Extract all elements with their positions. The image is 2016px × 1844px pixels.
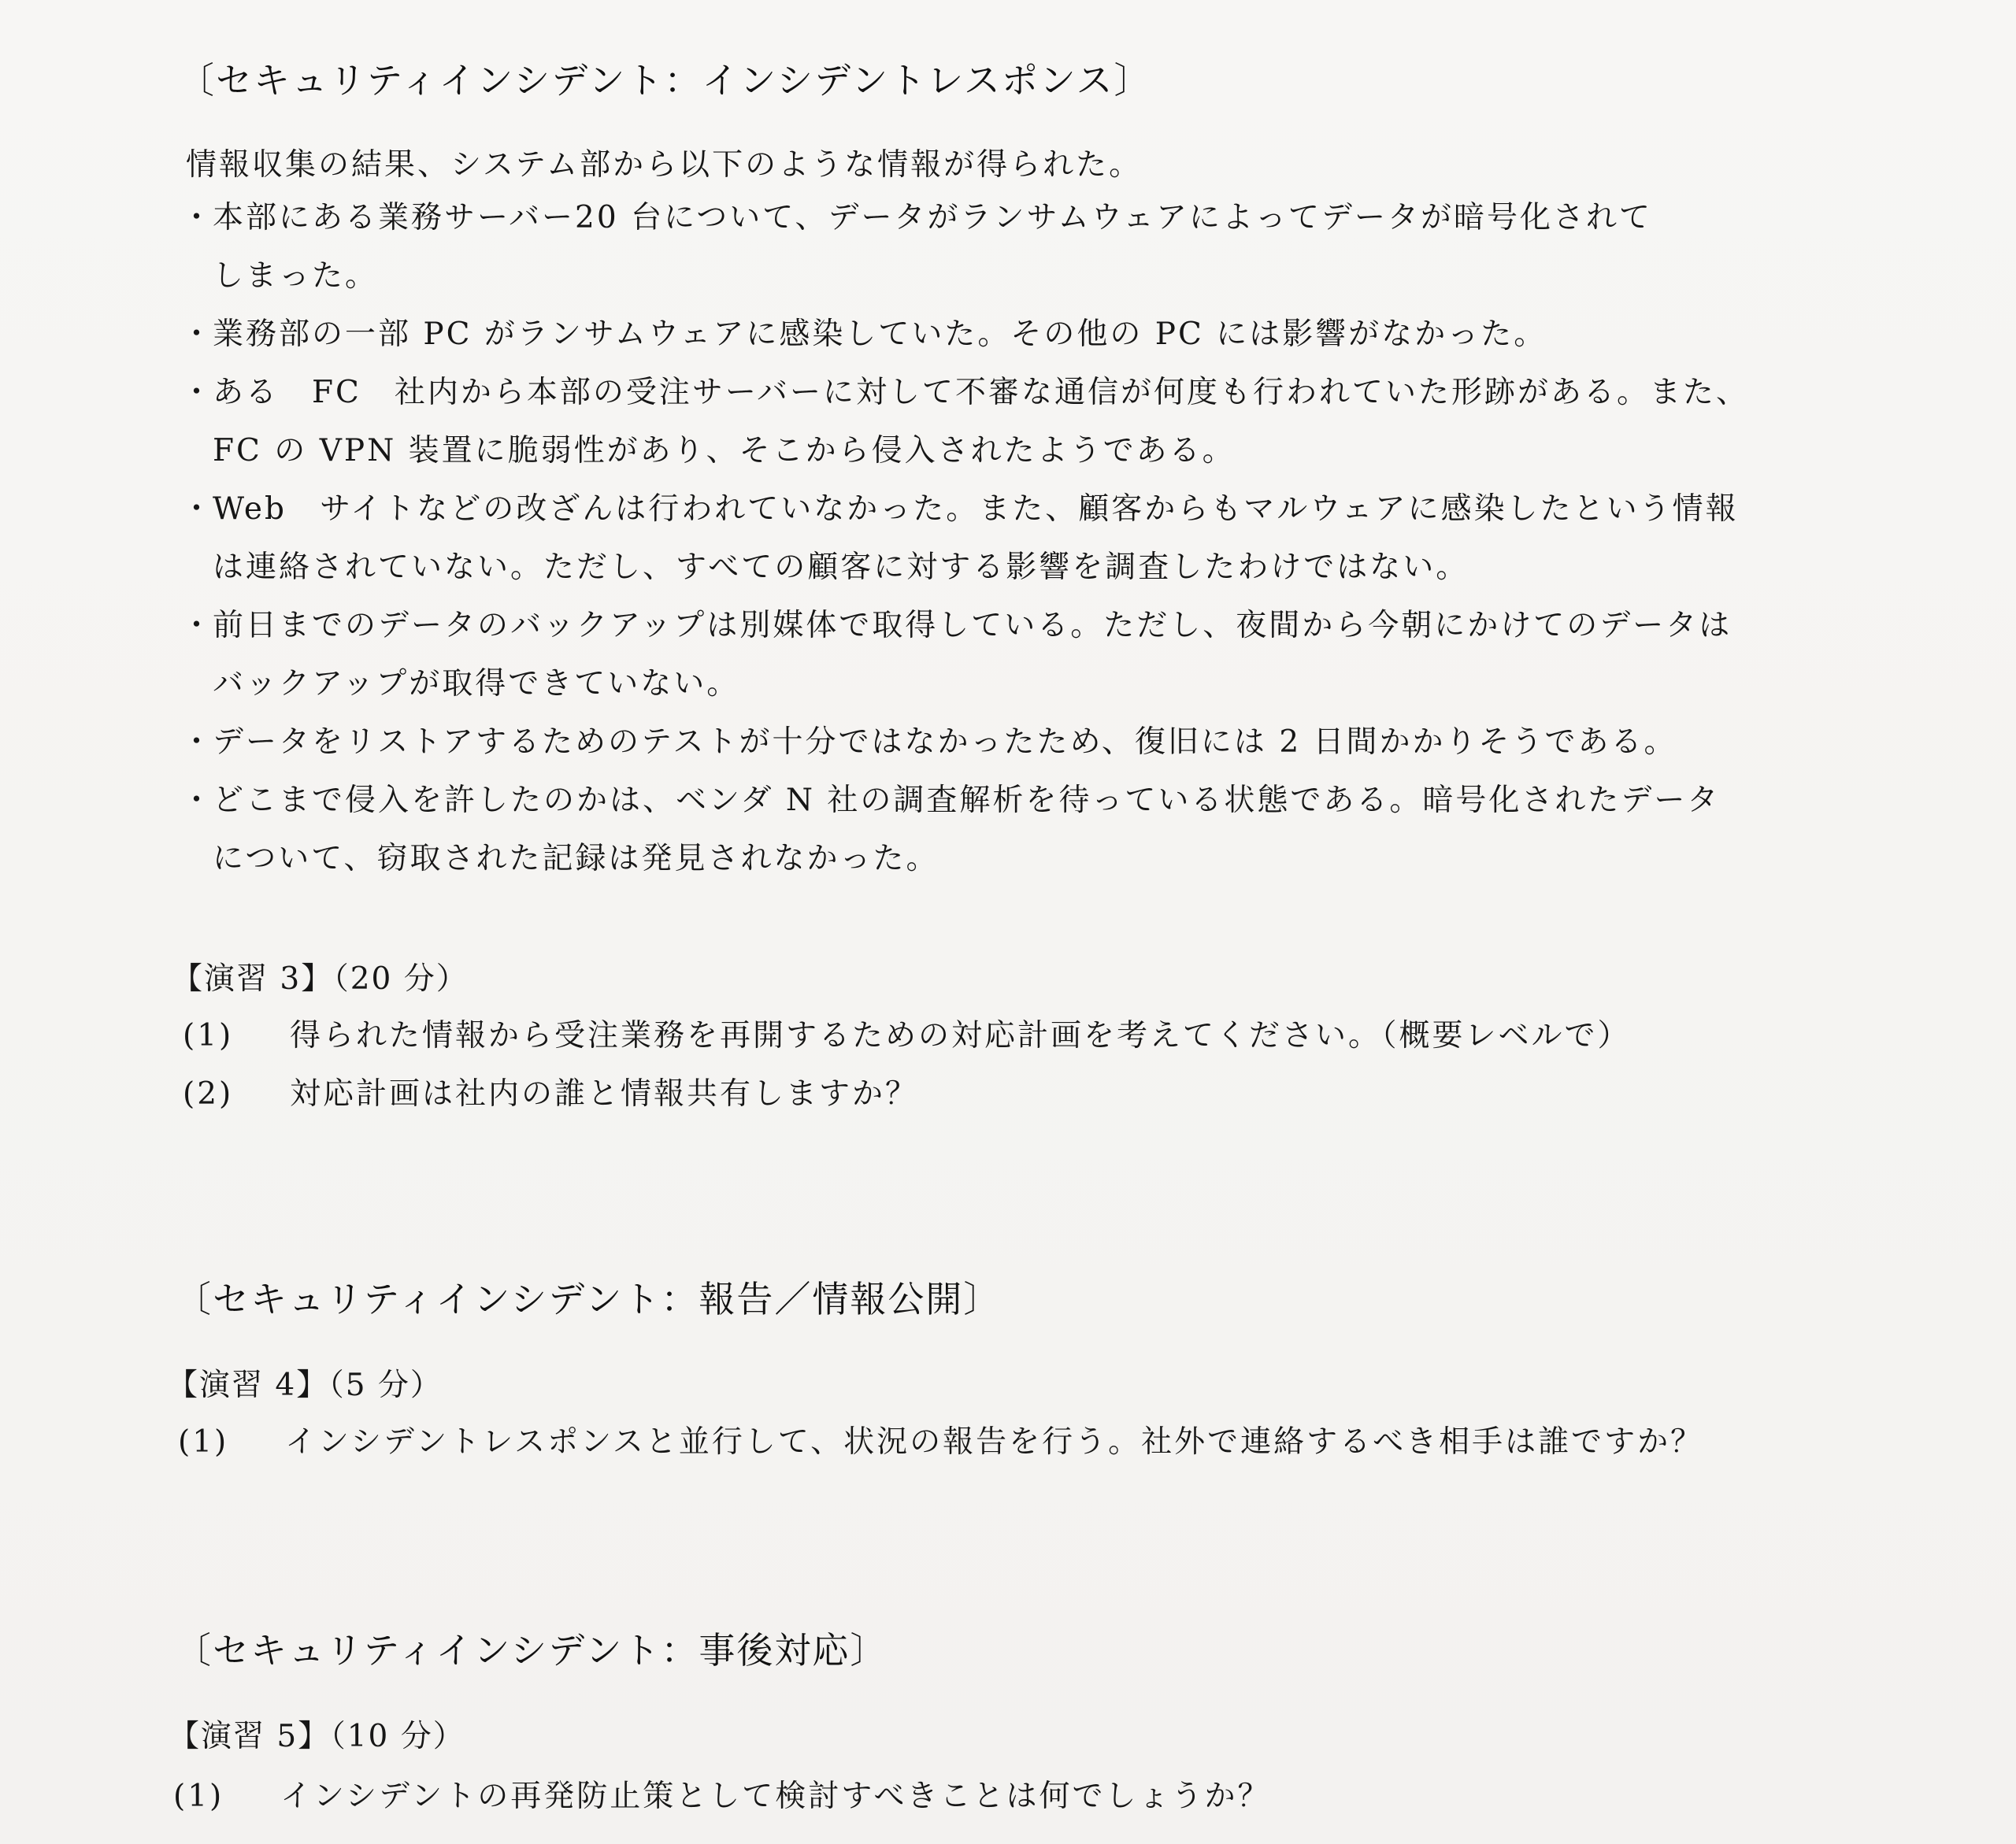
- section-heading-reporting: 〔セキュリティインシデント：報告／情報公開〕: [175, 1278, 1002, 1320]
- list-item-line: ・ 本部にある業務サーバー20 台について、データがランサムウェアによってデータが暗号化されて: [213, 200, 1653, 235]
- section-heading-post-incident: 〔セキュリティインシデント：事後対応〕: [175, 1629, 888, 1672]
- list-item: [183, 364, 1876, 480]
- exercise-3-question-2: [183, 1069, 918, 1113]
- exercise-5-question-1: [173, 1772, 1270, 1816]
- exercise-3-title: 【演習 3】（20 分）: [172, 961, 469, 997]
- exercise-5-title: 【演習 5】（10 分）: [169, 1719, 465, 1754]
- question-text: インシデントの再発防止策として検討すべきことは何でしょうか？: [280, 1779, 1271, 1814]
- question-number: (1): [183, 1018, 234, 1053]
- list-item-line: FC の VPN 装置に脆弱性があり、そこから侵入されたようである。: [213, 433, 1236, 468]
- list-item-line: ・ データをリストアするためのテストが十分ではなかったため、復旧には 2 日間かかりそうである。: [213, 724, 1677, 760]
- question-text: インシデントレスポンスと並行して、状況の報告を行う。社外で連絡するべき相手は誰ですか？: [285, 1424, 1704, 1460]
- exercise-3-question-1: [183, 1011, 1631, 1055]
- section-heading-incident-response: 〔セキュリティインシデント：インシデントレスポンス〕: [178, 59, 1152, 102]
- list-item: [183, 189, 1876, 305]
- list-item-line: ・ ある FC 社内から本部の受注サーバーに対して不審な通信が何度も行われていた形跡がある。また、: [213, 375, 1749, 410]
- list-item-line: ・ どこまで侵入を許したのかは、ベンダ N 社の調査解析を待っている状態である。暗号化されたデータ: [213, 783, 1721, 818]
- list-item-line: ・ Web サイトなどの改ざんは行われていなかった。また、顧客からもマルウェアに感染したという情報: [213, 491, 1739, 527]
- question-number: (2): [183, 1076, 234, 1112]
- list-item-line: バックアップが取得できていない。: [213, 666, 740, 702]
- question-text: 対応計画は社内の誰と情報共有しますか？: [290, 1076, 919, 1112]
- list-item: [183, 305, 1876, 364]
- list-item-line: は連絡されていない。ただし、すべての顧客に対する影響を調査したわけではない。: [213, 550, 1469, 585]
- list-item: [183, 713, 1876, 772]
- list-item: [183, 772, 1876, 888]
- question-text: 得られた情報から受注業務を再開するための対応計画を考えてください。（概要レベルで）: [290, 1018, 1631, 1053]
- question-number: (1): [173, 1779, 224, 1814]
- findings-list: [183, 189, 1876, 888]
- list-item-line: ・ 前日までのデータのバックアップは別媒体で取得している。ただし、夜間から今朝にかけてのデータは: [213, 608, 1732, 643]
- exercise-4-question-1: [178, 1417, 1703, 1461]
- list-item-line: しまった。: [213, 258, 379, 294]
- list-item-line: について、窃取された記録は発見されなかった。: [213, 841, 939, 876]
- exercise-4-title: 【演習 4】（5 分）: [167, 1368, 443, 1403]
- question-number: (1): [178, 1424, 229, 1460]
- intro-text: 情報収集の結果、システム部から以下のような情報が得られた。: [186, 147, 1143, 183]
- list-item-line: ・ 業務部の一部 PC がランサムウェアに感染していた。その他の PC には影響がなかった。: [213, 317, 1547, 352]
- list-item: [183, 597, 1876, 713]
- list-item: [183, 480, 1876, 597]
